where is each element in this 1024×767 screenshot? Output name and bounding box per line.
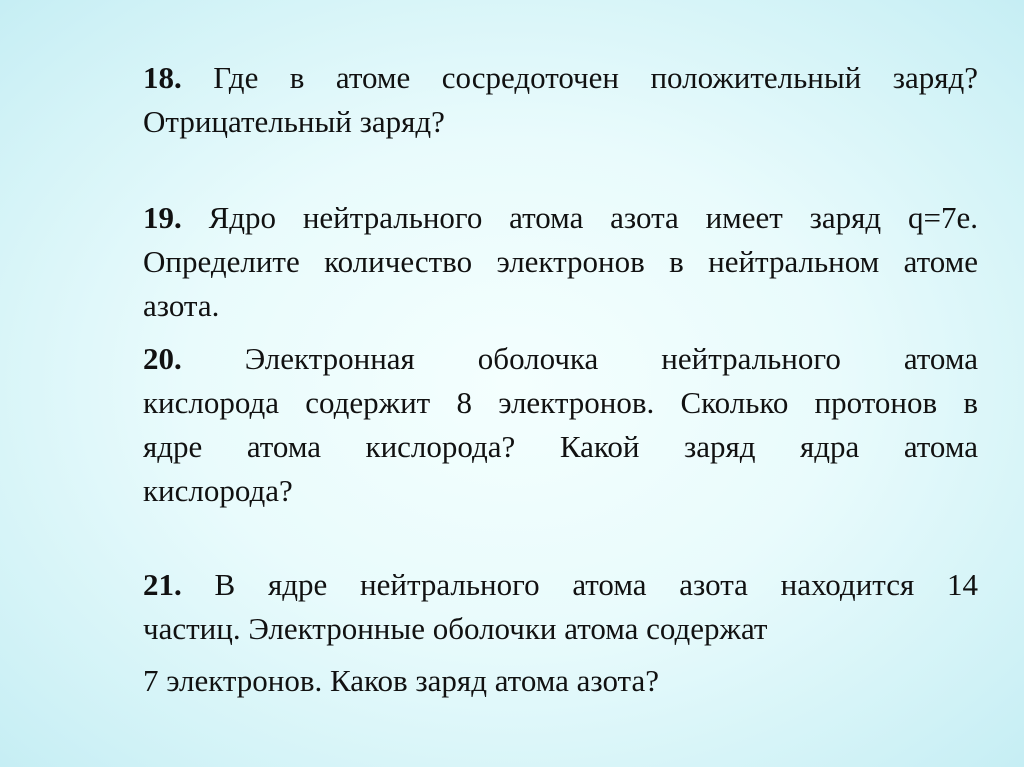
question-18 [143,56,978,144]
question-21-continuation [143,659,978,703]
question-number: 20. [143,341,182,376]
question-text: азота. [143,288,220,323]
question-text: Определите количество электронов в нейтральном атоме [143,244,978,279]
question-21 [143,563,978,651]
question-text: частиц. Электронные оболочки атома содержат [143,611,768,646]
question-19 [143,196,978,328]
question-text: кислорода? [143,473,293,508]
question-text: Отрицательный заряд? [143,104,445,139]
question-number: 18. [143,60,182,95]
question-text: ядре атома кислорода? Какой заряд ядра атома [143,429,978,464]
question-text: В ядре нейтрального атома азота находится 14 [181,567,978,602]
question-number: 21. [143,567,182,602]
question-number: 19. [143,200,182,235]
question-text: кислорода содержит 8 электронов. Сколько протонов в [143,385,978,420]
question-text: Электронная оболочка нейтрального атома [181,341,978,376]
question-text: Ядро нейтрального атома азота имеет заряд q=7e. [181,200,978,235]
question-20 [143,337,978,513]
question-text: 7 электронов. Каков заряд атома азота? [143,663,659,698]
question-text: Где в атоме сосредоточен положительный заряд? [181,60,978,95]
